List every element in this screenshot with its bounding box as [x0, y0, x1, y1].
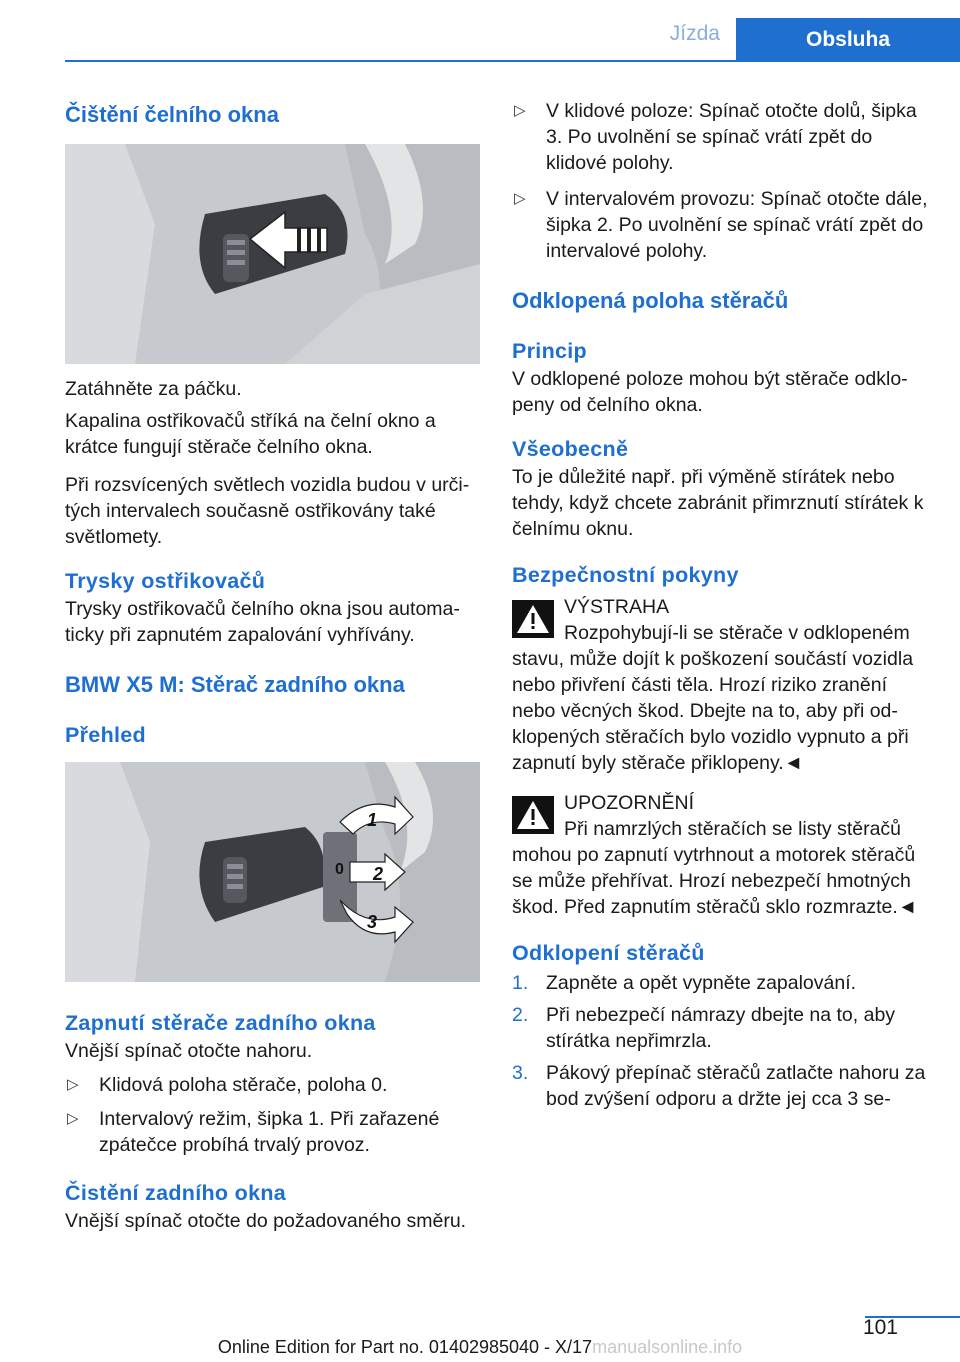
edition-line: Online Edition for Part no. 01402985040 - X/17manualsonline.info: [217, 1337, 743, 1357]
warning-text: Rozpohybují-li se stěrače v odklopeném stavu, může dojít k poškození součástí vozidla nebo přivření části těla. Hrozí riziko zranění nebo věcných škod. Dbejte na to, aby při odklopených stěračích bylo vozidlo vypnuto a při zapnutí byly stěrače přiklopeny.◄: [512, 622, 914, 774]
section-tab-obsluha[interactable]: Obsluha: [736, 18, 960, 62]
page-header: [65, 18, 960, 62]
figure-rear-wiper-switch: [65, 762, 480, 982]
list-item: ▷ V intervalovém provozu: Spínač otočte dále, šipka 2. Po uvolnění se spínač vrátí zpět do intervalové polohy.: [514, 188, 928, 262]
triangle-bullet-icon: ▷: [67, 1076, 79, 1093]
paragraph-rotate-direction: Vnější spínač otočte do požadovaného směru.: [65, 1210, 467, 1232]
section-title-principle: Princip: [512, 339, 587, 363]
page-number: 101: [862, 1316, 898, 1339]
list-item: 2. Při nebezpečí námrazy dbejte na to, aby stírátka nepřimrzla.: [512, 1004, 896, 1052]
paragraph-headlight-washing: Při rozsvícených světlech vozidla budou v určitých intervalech současně ostřikovány také světlomety.: [65, 474, 470, 548]
section-title-rear-wiper-on: Zapnutí stěrače zadního okna: [65, 1011, 376, 1035]
warning-heading: VÝSTRAHA: [564, 596, 670, 618]
caution-block: [512, 790, 932, 920]
triangle-bullet-icon: ▷: [514, 102, 526, 119]
caution-heading: UPOZORNĚNÍ: [564, 792, 695, 814]
label-arrow-1: 1: [367, 810, 378, 830]
rear-wiper-list: [65, 1072, 481, 1158]
section-title-windshield-cleaning: Čištění čelního okna: [65, 102, 279, 127]
list-item: 3. Pákový přepínač stěračů zatlačte nahoru za bod zvýšení odporu a držte jej cca 3 se-: [512, 1062, 926, 1110]
section-title-folded-wipers: Odklopená poloha stěračů: [512, 288, 789, 313]
list-item: ▷ V klidové poloze: Spínač otočte dolů, šipka 3. Po uvolnění se spínač vrátí zpět do klidové polohy.: [514, 100, 917, 174]
left-column: [65, 100, 481, 1234]
folding-steps-list: [512, 970, 932, 1112]
warning-triangle-icon: [512, 600, 554, 638]
paragraph-principle: V odklopené poloze mohou být stěrače odklopeny od čelního okna.: [512, 368, 908, 416]
header-rule: [65, 60, 960, 62]
paragraph-washer-jets: Trysky ostřikovačů čelního okna jsou automaticky při zapnutém zapalování vyhřívány.: [65, 598, 460, 646]
right-column: [512, 98, 932, 1112]
paragraph-pull-lever: Zatáhněte za páčku.: [65, 378, 242, 400]
list-item: ▷ Intervalový režim, šipka 1. Při zařazené zpátečce probíhá trvalý provoz.: [67, 1108, 440, 1156]
triangle-bullet-icon: ▷: [514, 190, 526, 207]
section-title-overview: Přehled: [65, 723, 146, 747]
paragraph-rotate-up: Vnější spínač otočte nahoru.: [65, 1040, 313, 1062]
section-title-general: Všeobecně: [512, 437, 629, 461]
section-title-safety: Bezpečnostní pokyny: [512, 563, 739, 587]
list-item: 1. Zapněte a opět vypněte zapalování.: [512, 972, 857, 994]
section-title-folding-wipers: Odklopení stěračů: [512, 941, 705, 965]
section-tab-jizda[interactable]: Jízda: [669, 22, 720, 45]
label-arrow-2: 2: [373, 864, 384, 884]
rear-wiper-list-continued: [512, 98, 932, 264]
warning-block: [512, 594, 932, 776]
label-position-0: 0: [335, 861, 344, 878]
label-arrow-3: 3: [367, 912, 378, 932]
section-title-rear-wiper: BMW X5 M: Stěrač zadního okna: [65, 672, 405, 697]
section-title-rear-window-cleaning: Čistění zadního okna: [65, 1181, 287, 1205]
watermark: manualsonline.info: [592, 1337, 743, 1357]
paragraph-general: To je důležité např. při výměně stírátek nebo tehdy, když chcete zabránit přimrznutí stírátek k čelnímu oknu.: [512, 466, 924, 540]
triangle-bullet-icon: ▷: [67, 1110, 79, 1127]
caution-triangle-icon: [512, 796, 554, 834]
list-item: ▷ Klidová poloha stěrače, poloha 0.: [67, 1074, 388, 1096]
caution-text: Při namrzlých stěračích se listy stěračů mohou po zapnutí vytrhnout a motorek stěračů se může přehřívat. Hrozí nebezpečí hmotných škod. Před zapnutím stěračů sklo rozmrazte.◄: [512, 818, 918, 918]
section-title-washer-jets: Trysky ostřikovačů: [65, 569, 266, 593]
paragraph-washer-fluid: Kapalina ostřikovačů stříká na čelní okno a krátce fungují stěrače čelního okna.: [65, 410, 436, 458]
figure-wiper-lever-pull: [65, 144, 480, 364]
